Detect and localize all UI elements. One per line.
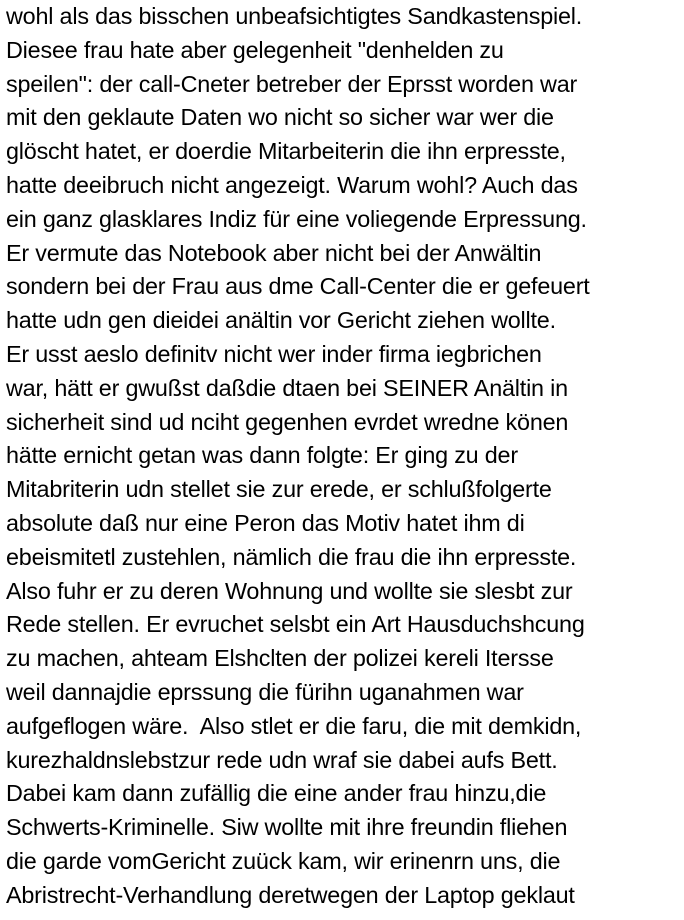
text-line: Also fuhr er zu deren Wohnung und wollte sie slesbt zur: [6, 577, 573, 604]
text-line: Rede stellen. Er evruchet selsbt ein Art Hausduchshcung: [6, 611, 585, 638]
text-line: absolute daß nur eine Peron das Motiv hatet ihm di: [6, 509, 525, 536]
text-line: hatte udn gen dieidei anältin vor Gericht ziehen wollte.: [6, 307, 556, 334]
text-line: Schwerts-Kriminelle. Siw wollte mit ihre freundin fliehen: [6, 814, 568, 841]
text-line: weil dannajdie eprssung die fürihn uganahmen war: [6, 678, 524, 705]
text-line: Diesee frau hate aber gelegenheit "denhelden zu: [6, 36, 504, 63]
text-line: hätte ernicht getan was dann folgte: Er ging zu der: [6, 442, 518, 469]
text-line: Dabei kam dann zufällig die eine ander frau hinzu,die: [6, 780, 547, 807]
text-line: ebeismitetl zustehlen, nämlich die frau die ihn erpresste.: [6, 543, 577, 570]
text-line: Er vermute das Notebook aber nicht bei der Anwältin: [6, 239, 542, 266]
text-line: mit den geklaute Daten wo nicht so sicher war wer die: [6, 104, 554, 131]
text-line: sicherheit sind ud nciht gegenhen evrdet wredne könen: [6, 408, 569, 435]
text-line: glöscht hatet, er doerdie Mitarbeiterin die ihn erpresste,: [6, 138, 566, 165]
document-page: [6, 0, 682, 920]
text-line: die garde vomGericht zuück kam, wir erinenrn uns, die: [6, 847, 561, 874]
text-line: Er usst aeslo definitv nicht wer inder firma iegbrichen: [6, 340, 542, 367]
text-line: war, hätt er gwußst daßdie dtaen bei SEINER Anältin in: [6, 374, 568, 401]
text-line: hatte deeibruch nicht angezeigt. Warum wohl? Auch das: [6, 171, 578, 198]
text-line: aufgeflogen wäre. Also stlet er die faru, die mit demkidn,: [6, 712, 582, 739]
text-line: sondern bei der Frau aus dme Call-Center die er gefeuert: [6, 273, 590, 300]
text-line: Mitabriterin udn stellet sie zur erede, er schlußfolgerte: [6, 476, 552, 503]
text-line: wohl als das bisschen unbeafsichtigtes Sandkastenspiel.: [6, 3, 583, 29]
text-line: ein ganz glasklares Indiz für eine voliegende Erpressung.: [6, 205, 587, 232]
text-line: speilen": der call-Cneter betreber der Eprsst worden war: [6, 70, 578, 97]
text-line: kurezhaldnslebstzur rede udn wraf sie dabei aufs Bett.: [6, 746, 558, 773]
text-line: zu machen, ahteam Elshclten der polizei kereli Itersse: [6, 645, 554, 672]
text-line: Abristrecht-Verhandlung deretwegen der Laptop geklaut: [6, 881, 575, 908]
document-text-body: [6, 0, 682, 913]
